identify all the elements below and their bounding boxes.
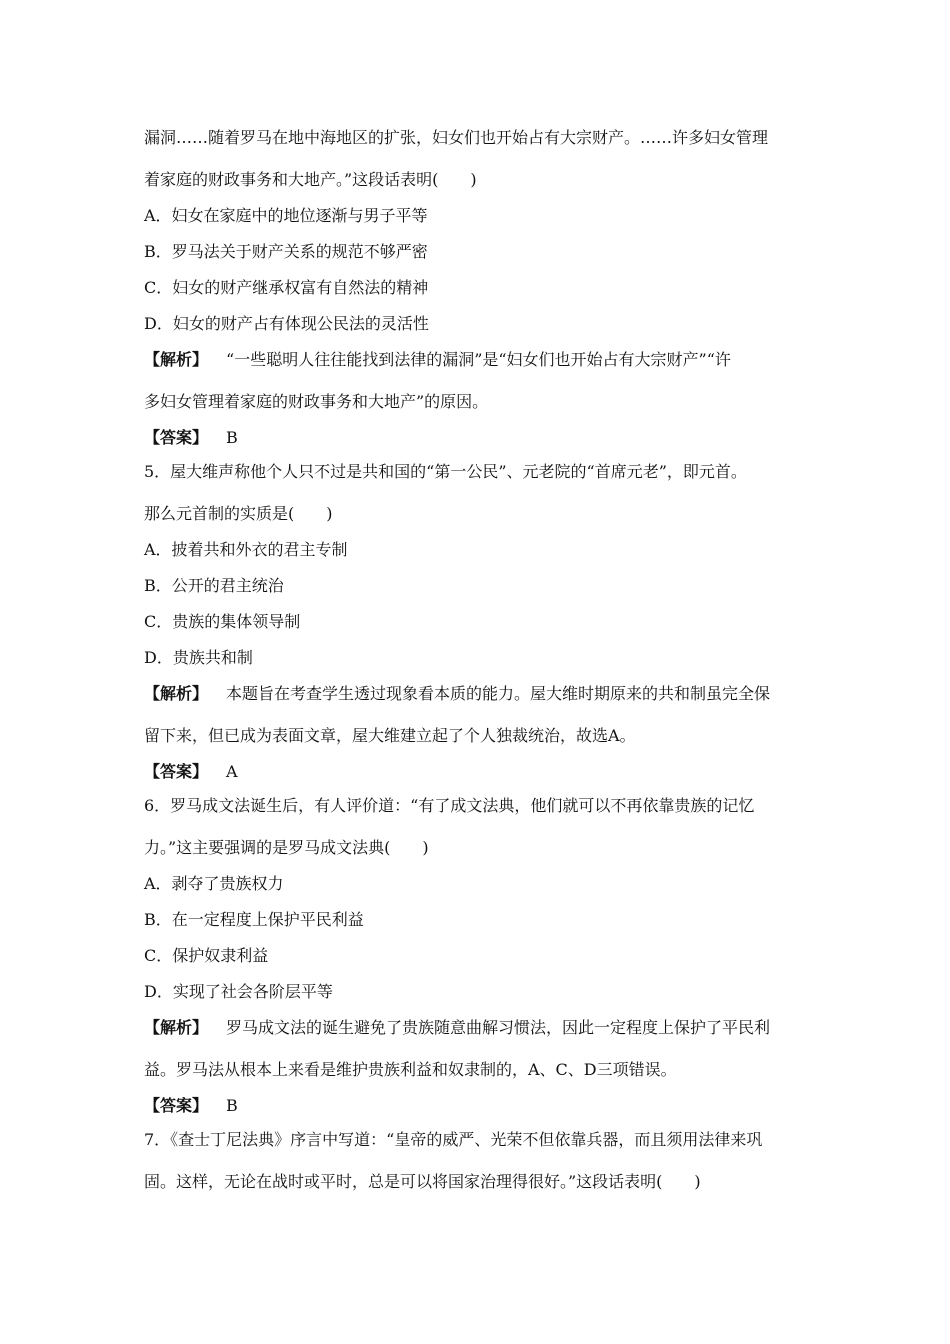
q6-stem-line-1: 6．罗马成文法诞生后，有人评价道：“有了成文法典，他们就可以不再依靠贵族的记忆 bbox=[144, 796, 755, 815]
analysis-text: “一些聪明人往往能找到法律的漏洞”是“妇女们也开始占有大宗财产”“许 bbox=[226, 350, 731, 369]
q6-option-c: C．保护奴隶利益 bbox=[144, 946, 269, 965]
q4-option-c: C．妇女的财产继承权富有自然法的精神 bbox=[144, 278, 429, 297]
q5-option-b: B．公开的君主统治 bbox=[144, 576, 284, 595]
q6-answer bbox=[144, 1096, 810, 1116]
q6-option-b: B．在一定程度上保护平民利益 bbox=[144, 910, 364, 929]
answer-tag: 【答案】 bbox=[144, 762, 209, 781]
analysis-tag: 【解析】 bbox=[144, 1018, 209, 1037]
answer-value: B bbox=[226, 1096, 238, 1115]
q5-analysis-line-2: 留下来，但已成为表面文章，屋大维建立起了个人独裁统治，故选A。 bbox=[144, 726, 636, 745]
q4-analysis-line-2: 多妇女管理着家庭的财政事务和大地产”的原因。 bbox=[144, 392, 489, 411]
q4-option-d: D．妇女的财产占有体现公民法的灵活性 bbox=[144, 314, 429, 333]
q4-analysis-line-1 bbox=[144, 350, 810, 370]
answer-tag: 【答案】 bbox=[144, 1096, 209, 1115]
q5-analysis-line-1 bbox=[144, 684, 810, 704]
q5-stem-line-2: 那么元首制的实质是( ) bbox=[144, 504, 333, 523]
q5-stem-line-1: 5．屋大维声称他个人只不过是共和国的“第一公民”、元老院的“首席元老”，即元首。 bbox=[144, 462, 747, 481]
q4-stem-line-2: 着家庭的财政事务和大地产。”这段话表明( ) bbox=[144, 170, 477, 189]
q4-answer bbox=[144, 428, 810, 448]
answer-tag: 【答案】 bbox=[144, 428, 209, 447]
q5-option-a: A．披着共和外衣的君主专制 bbox=[144, 540, 348, 559]
analysis-text: 罗马成文法的诞生避免了贵族随意曲解习惯法，因此一定程度上保护了平民利 bbox=[226, 1018, 771, 1037]
q6-option-a: A．剥夺了贵族权力 bbox=[144, 874, 284, 893]
answer-value: A bbox=[226, 762, 238, 781]
q6-stem-line-2: 力。”这主要强调的是罗马成文法典( ) bbox=[144, 838, 429, 857]
q4-stem-line-1: 漏洞……随着罗马在地中海地区的扩张，妇女们也开始占有大宗财产。……许多妇女管理 bbox=[144, 128, 769, 147]
q5-option-c: C．贵族的集体领导制 bbox=[144, 612, 301, 631]
q4-option-a: A．妇女在家庭中的地位逐渐与男子平等 bbox=[144, 206, 428, 225]
q5-option-d: D．贵族共和制 bbox=[144, 648, 253, 667]
q4-option-b: B．罗马法关于财产关系的规范不够严密 bbox=[144, 242, 428, 261]
q7-stem-line-2: 固。这样，无论在战时或平时，总是可以将国家治理得很好。”这段话表明( ) bbox=[144, 1172, 701, 1191]
q6-analysis-line-2: 益。罗马法从根本上来看是维护贵族利益和奴隶制的，A、C、D三项错误。 bbox=[144, 1060, 677, 1079]
q5-answer bbox=[144, 762, 810, 782]
q6-option-d: D．实现了社会各阶层平等 bbox=[144, 982, 333, 1001]
answer-value: B bbox=[226, 428, 238, 447]
analysis-text: 本题旨在考查学生透过现象看本质的能力。屋大维时期原来的共和制虽完全保 bbox=[226, 684, 771, 703]
analysis-tag: 【解析】 bbox=[144, 684, 209, 703]
q6-analysis-line-1 bbox=[144, 1018, 810, 1038]
q7-stem-line-1: 7．《查士丁尼法典》序言中写道：“皇帝的威严、光荣不但依靠兵器，而且须用法律来巩 bbox=[144, 1130, 763, 1149]
analysis-tag: 【解析】 bbox=[144, 350, 209, 369]
